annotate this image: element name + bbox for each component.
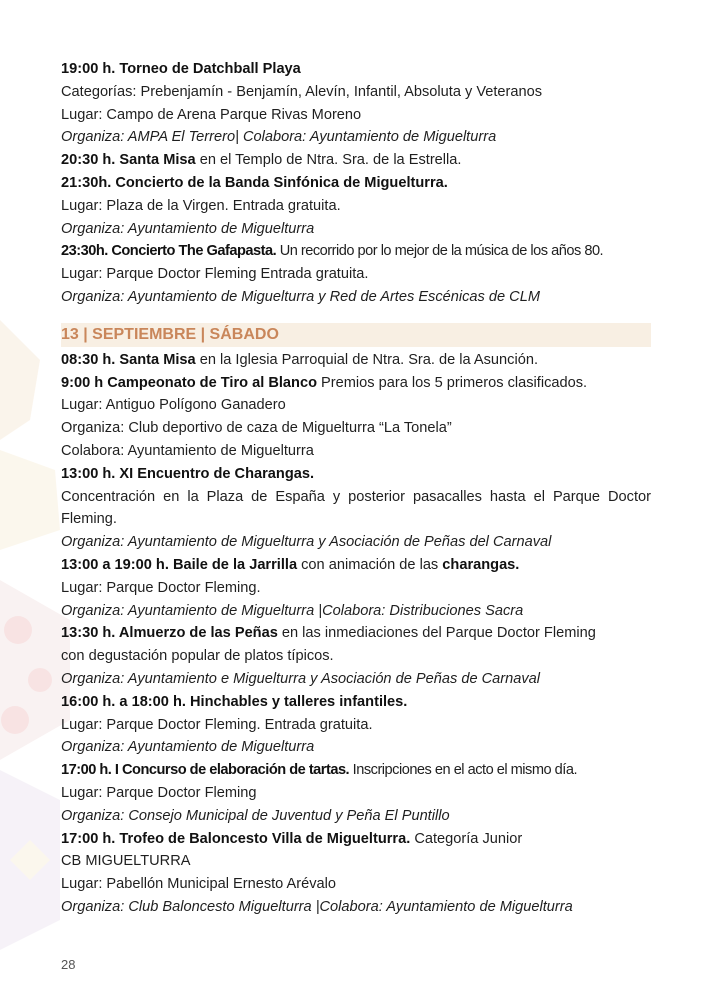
program-line [61, 172, 651, 195]
program-line [61, 782, 651, 805]
organizer-text: Organiza: Ayuntamiento de Miguelturra y Red de Artes Escénicas de CLM [61, 288, 540, 305]
detail-text: Lugar: Plaza de la Virgen. Entrada gratuita. [61, 197, 341, 214]
detail-text: Lugar: Campo de Arena Parque Rivas Moreno [61, 106, 362, 123]
organizer-text: Organiza: AMPA El Terrero| Colabora: Ayuntamiento de Miguelturra [61, 129, 497, 146]
program-line [61, 394, 651, 417]
program-line [61, 349, 651, 372]
organizer-text: Organiza: Ayuntamiento e Miguelturra y Asociación de Peñas de Carnaval [61, 670, 541, 687]
event-title: 20:30 h. Santa Misa [61, 152, 196, 169]
program-line [61, 440, 651, 463]
detail-text: con degustación popular de platos típicos. [61, 648, 334, 665]
detail-text: Lugar: Pabellón Municipal Ernesto Arévalo [61, 876, 337, 893]
event-title: 17:00 h. Trofeo de Baloncesto Villa de Miguelturra. [61, 830, 411, 847]
program-line [61, 736, 651, 759]
program-line [61, 531, 651, 554]
program-line [61, 759, 651, 782]
detail-text: con animación de las [297, 556, 443, 573]
detail-text: Organiza: Club deportivo de caza de Miguelturra “La Tonela” [61, 420, 452, 437]
program-line [61, 240, 651, 263]
section-spacer [61, 309, 651, 319]
program-line [61, 896, 651, 919]
detail-text: Inscripciones en el acto el mismo día. [349, 762, 578, 779]
detail-text: Lugar: Parque Doctor Fleming. Entrada gratuita. [61, 716, 373, 733]
program-line [61, 372, 651, 395]
program-line [61, 218, 651, 241]
organizer-text: Organiza: Ayuntamiento de Miguelturra [61, 220, 315, 237]
program-line [61, 805, 651, 828]
detail-text: en las inmediaciones del Parque Doctor Fleming [277, 625, 596, 642]
event-title: 19:00 h. Torneo de Datchball Playa [61, 61, 301, 77]
program-line [61, 873, 651, 896]
program-line [61, 622, 651, 645]
program-line [61, 149, 651, 172]
organizer-text: Organiza: Ayuntamiento de Miguelturra [61, 739, 315, 756]
program-line [61, 126, 651, 149]
event-title: 13:00 a 19:00 h. Baile de la Jarrilla [61, 556, 298, 573]
event-title: 13:30 h. Almuerzo de las Peñas [61, 625, 278, 642]
detail-text: Un recorrido por lo mejor de la música de los años 80. [276, 243, 604, 260]
detail-text: Lugar: Parque Doctor Fleming. [61, 579, 261, 596]
program-line [61, 668, 651, 691]
program-line [61, 195, 651, 218]
detail-text: Lugar: Antiguo Polígono Ganadero [61, 397, 286, 414]
program-line [61, 263, 651, 286]
event-title: 23:30h. Concierto The Gafapasta. [61, 243, 277, 260]
event-title: 08:30 h. Santa Misa [61, 351, 196, 368]
organizer-text: Organiza: Ayuntamiento de Miguelturra y Asociación de Peñas del Carnaval [61, 534, 552, 551]
organizer-text: Organiza: Ayuntamiento de Miguelturra |Colabora: Distribuciones Sacra [61, 602, 524, 619]
detail-text: CB MIGUELTURRA [61, 853, 191, 870]
event-title: 13:00 h. XI Encuentro de Charangas. [61, 465, 315, 482]
program-line [61, 58, 651, 81]
program-line [61, 714, 651, 737]
detail-text: Categoría Junior [410, 830, 523, 847]
detail-text: en el Templo de Ntra. Sra. de la Estrella. [195, 152, 462, 169]
event-title: 21:30h. Concierto de la Banda Sinfónica de Miguelturra. [61, 174, 448, 191]
program-line [61, 486, 651, 532]
coat-of-arms-watermark [0, 300, 70, 990]
event-title: 16:00 h. a 18:00 h. Hinchables y talleres infantiles. [61, 693, 408, 710]
program-line [61, 691, 651, 714]
program-line [61, 600, 651, 623]
detail-text: en la Iglesia Parroquial de Ntra. Sra. de la Asunción. [195, 351, 538, 368]
event-title: charangas. [442, 556, 520, 573]
program-line [61, 577, 651, 600]
detail-text: Lugar: Parque Doctor Fleming Entrada gratuita. [61, 266, 369, 283]
organizer-text: Organiza: Consejo Municipal de Juventud y Peña El Puntillo [61, 807, 450, 824]
program-line [61, 463, 651, 486]
detail-text: Colabora: Ayuntamiento de Miguelturra [61, 442, 314, 459]
program-line [61, 850, 651, 873]
detail-text: Premios para los 5 primeros clasificados. [317, 374, 588, 391]
program-line [61, 645, 651, 668]
detail-text: Categorías: Prebenjamín - Benjamín, Alevín, Infantil, Absoluta y Veteranos [61, 83, 543, 100]
program-line [61, 554, 651, 577]
program-line [61, 286, 651, 309]
event-title: 9:00 h Campeonato de Tiro al Blanco [61, 374, 317, 391]
program-line [61, 104, 651, 127]
detail-text: Lugar: Parque Doctor Fleming [61, 784, 257, 801]
event-title: 17:00 h. I Concurso de elaboración de tartas. [61, 762, 350, 779]
detail-text: Concentración en la Plaza de España y posterior pasacalles hasta el Parque Doctor Fleming. [61, 488, 651, 528]
program-content [61, 58, 651, 919]
program-line [61, 828, 651, 851]
organizer-text: Organiza: Club Baloncesto Miguelturra |Colabora: Ayuntamiento de Miguelturra [61, 898, 573, 915]
page-number: 28 [61, 957, 76, 972]
program-line [61, 417, 651, 440]
program-line [61, 81, 651, 104]
day-heading: 13 | SEPTIEMBRE | SÁBADO [61, 323, 651, 347]
